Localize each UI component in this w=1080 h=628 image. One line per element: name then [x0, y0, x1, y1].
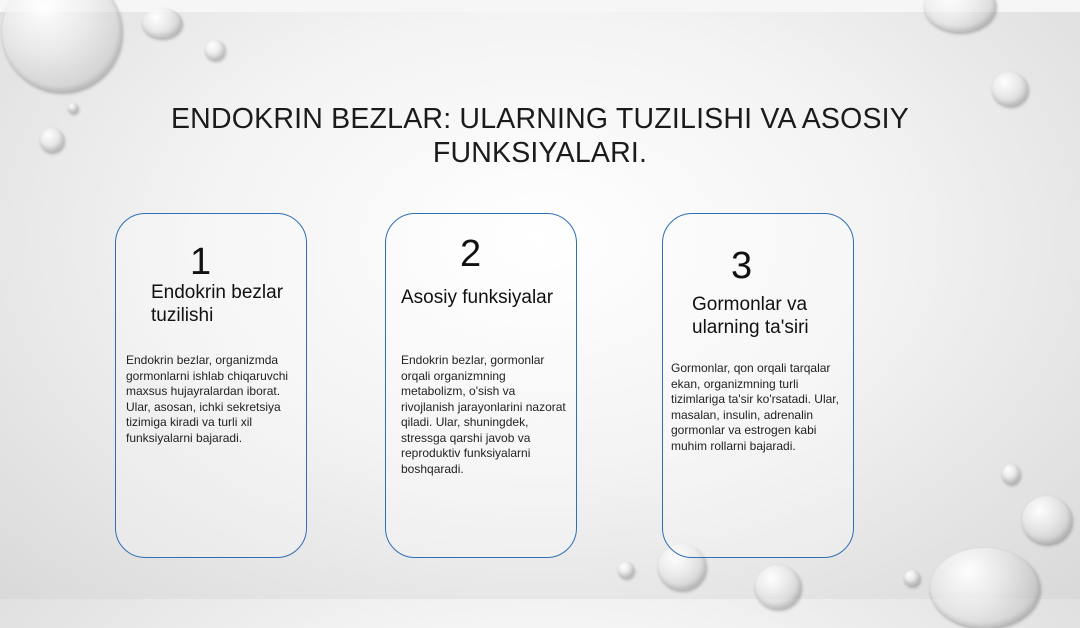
- card-number: 2: [460, 233, 482, 275]
- water-drop-decoration: [205, 40, 225, 60]
- card-description: Gormonlar, qon orqali tarqalar ekan, organizmning turli tizimlariga ta'sir ko'rsatadi. Ular, masalan, insulin, adrenalin gormonlar va estrogen kabi muhim rollarni bajaradi.: [671, 361, 839, 453]
- water-drop-decoration: [40, 128, 64, 152]
- card-heading: Asosiy funksiyalar: [401, 287, 554, 308]
- card-heading: Endokrin bezlar tuzilishi: [151, 282, 284, 326]
- water-drop-decoration: [992, 72, 1028, 106]
- water-drop-decoration: [2, 0, 122, 92]
- slide-title: ENDOKRIN BEZLAR: ULARNING TUZILISHI VA ASOSIY FUNKSIYALARI.: [170, 103, 910, 169]
- card-number: 3: [731, 245, 753, 287]
- card-heading: Gormonlar va ularning ta'siri: [692, 294, 809, 338]
- water-drop-decoration: [930, 548, 1040, 628]
- water-drop-decoration: [904, 570, 920, 586]
- card-description: Endokrin bezlar, organizmda gormonlarni ishlab chiqaruvchi maxsus hujayralardan iborat. Ular, asosan, ichki sekretsiya tizimiga kiradi va turli xil funksiyalarni bajaradi.: [126, 353, 289, 445]
- card-description: Endokrin bezlar, gormonlar orqali organizmning metabolizm, o'sish va rivojlanish jarayonlarini nazorat qiladi. Ular, shuningdek, stressga qarshi javob va reproduktiv funksiyalarni boshqaradi.: [401, 353, 566, 476]
- water-drop-decoration: [924, 0, 996, 32]
- card-3: [662, 213, 854, 558]
- card-1: [115, 213, 307, 558]
- water-drop-decoration: [142, 8, 182, 38]
- water-drop-decoration: [68, 103, 78, 113]
- water-drop-decoration: [618, 562, 634, 578]
- card-number: 1: [190, 241, 212, 283]
- water-drop-decoration: [755, 565, 801, 609]
- water-drop-decoration: [1002, 464, 1020, 484]
- card-2: [385, 213, 577, 558]
- water-drop-decoration: [1022, 496, 1072, 544]
